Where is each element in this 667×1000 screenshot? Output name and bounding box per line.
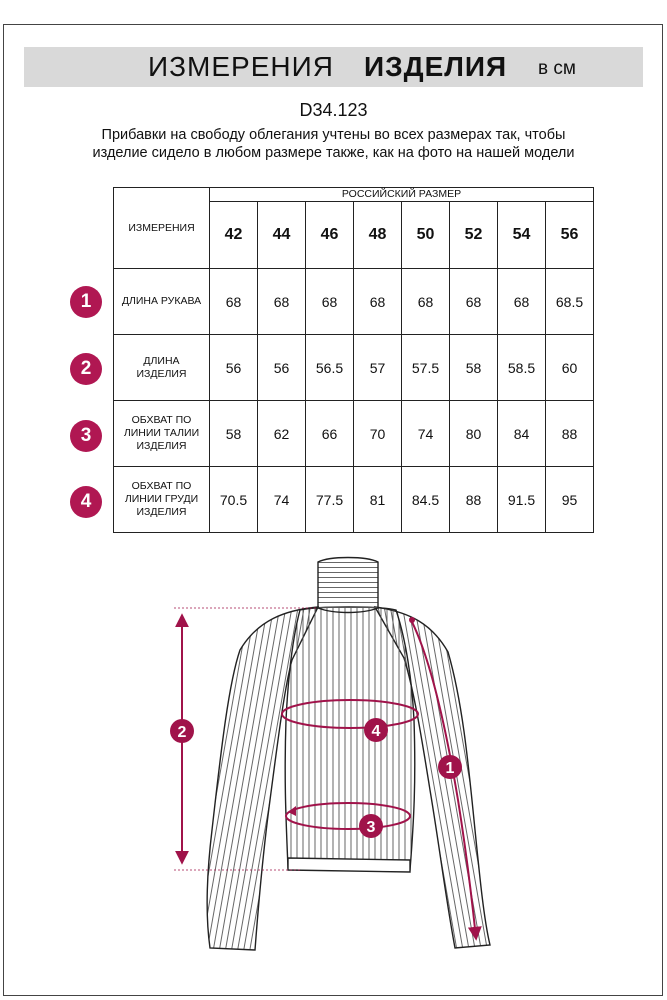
table-cell: 84 <box>498 401 546 467</box>
table-cell: 80 <box>450 401 498 467</box>
table-cell: 68.5 <box>546 269 594 335</box>
table-cell: 68 <box>210 269 258 335</box>
size-header: 42 <box>210 202 258 269</box>
size-header: 54 <box>498 202 546 269</box>
table-cell: 58 <box>450 335 498 401</box>
measure-header: ИЗМЕРЕНИЯ <box>114 188 210 269</box>
size-header: 56 <box>546 202 594 269</box>
row-number-badge-3: 3 <box>70 420 102 452</box>
table-cell: 77.5 <box>306 467 354 533</box>
row-label: ОБХВАТ ПО ЛИНИИ ГРУДИ ИЗДЕЛИЯ <box>114 467 210 533</box>
size-header: 46 <box>306 202 354 269</box>
table-cell: 66 <box>306 401 354 467</box>
table-cell: 88 <box>546 401 594 467</box>
table-cell: 70.5 <box>210 467 258 533</box>
table-cell: 74 <box>258 467 306 533</box>
table-cell: 56 <box>258 335 306 401</box>
marker-3-label: 3 <box>366 819 376 836</box>
fit-note: Прибавки на свободу облегания учтены во всех размерах так, чтобы изделие сидело в любом размере также, как на фото на нашей модели <box>92 127 575 161</box>
row-label: ОБХВАТ ПО ЛИНИИ ТАЛИИ ИЗДЕЛИЯ <box>114 401 210 467</box>
table-cell: 84.5 <box>402 467 450 533</box>
row-number-badge-2: 2 <box>70 353 102 385</box>
units-label: в см <box>538 58 576 79</box>
size-header: 48 <box>354 202 402 269</box>
table-cell: 60 <box>546 335 594 401</box>
article-code: D34.123 <box>299 100 368 120</box>
title-measurements: ИЗМЕРЕНИЯ <box>148 51 334 82</box>
marker-4-label: 4 <box>371 723 381 740</box>
marker-1-label: 1 <box>445 760 455 777</box>
table-cell: 58.5 <box>498 335 546 401</box>
size-header: 52 <box>450 202 498 269</box>
size-header: 44 <box>258 202 306 269</box>
diagram-marker-1 <box>438 755 462 779</box>
size-system-header: РОССИЙСКИЙ РАЗМЕР <box>210 188 594 202</box>
table-cell: 56.5 <box>306 335 354 401</box>
table-cell: 68 <box>258 269 306 335</box>
table-cell: 68 <box>306 269 354 335</box>
table-cell: 70 <box>354 401 402 467</box>
marker-2-label: 2 <box>177 724 187 741</box>
table-cell: 68 <box>450 269 498 335</box>
table-cell: 91.5 <box>498 467 546 533</box>
row-label: ДЛИНА РУКАВА <box>114 269 210 335</box>
table-cell: 88 <box>450 467 498 533</box>
diagram-marker-2 <box>170 719 194 743</box>
row-label: ДЛИНА ИЗДЕЛИЯ <box>114 335 210 401</box>
table-cell: 57 <box>354 335 402 401</box>
row-number-badge-4: 4 <box>70 486 102 518</box>
table-cell: 95 <box>546 467 594 533</box>
table-cell: 56 <box>210 335 258 401</box>
size-header: 50 <box>402 202 450 269</box>
table-cell: 74 <box>402 401 450 467</box>
diagram-marker-4 <box>364 718 388 742</box>
table-cell: 68 <box>498 269 546 335</box>
title-product: ИЗДЕЛИЯ <box>364 51 508 82</box>
table-cell: 57.5 <box>402 335 450 401</box>
table-cell: 68 <box>354 269 402 335</box>
sweater-illustration <box>207 558 490 951</box>
table-cell: 81 <box>354 467 402 533</box>
table-cell: 58 <box>210 401 258 467</box>
table-cell: 68 <box>402 269 450 335</box>
row-number-badge-1: 1 <box>70 286 102 318</box>
diagram-marker-3 <box>359 814 383 838</box>
table-cell: 62 <box>258 401 306 467</box>
